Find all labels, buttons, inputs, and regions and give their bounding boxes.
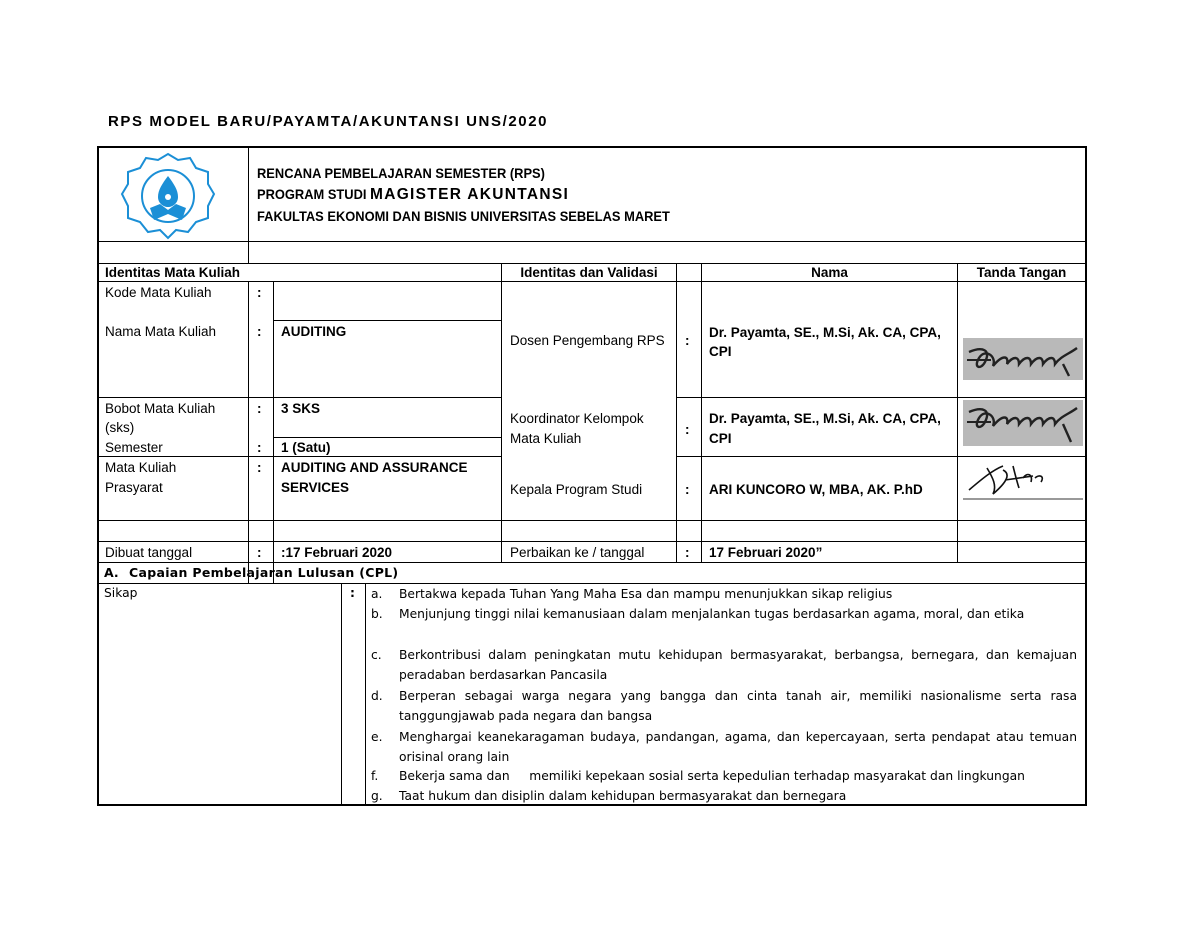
item-text: Bertakwa kepada Tuhan Yang Maha Esa dan mampu menunjukkan sikap religius [399, 587, 893, 601]
dosen-name-2: CPI [709, 344, 732, 359]
kaprodi-label: Kepala Program Studi [510, 482, 643, 497]
item-text: Berkontribusi dalam peningkatan mutu kehidupan bermasyarakat, berbangsa, bernegara, dan kemajuan peradaban berdasarkan Pancasila [399, 648, 1077, 682]
item-text: Taat hukum dan disiplin dalam kehidupan bermasyarakat dan bernegara [399, 789, 847, 803]
list-item [371, 727, 1077, 767]
document-title: RPS MODEL BARU/PAYAMTA/AKUNTANSI UNS/2020 [108, 113, 549, 130]
dosen-colon: : [685, 333, 690, 348]
dibuat-label: Dibuat tanggal [105, 545, 193, 560]
program-name: MAGISTER AKUNTANSI [370, 186, 570, 203]
list-item [371, 604, 1077, 624]
bobot-label-2: (sks) [105, 420, 135, 435]
item-letter: e. [371, 730, 383, 744]
item-letter: a. [371, 587, 383, 601]
kaprodi-name: ARI KUNCORO W, MBA, AK. P.hD [709, 482, 923, 497]
perbaikan-colon: : [685, 545, 690, 560]
koordinator-label-1: Koordinator Kelompok [510, 411, 644, 426]
item-text: Bekerja sama dan memiliki kepekaan sosial serta kepedulian terhadap masyarakat dan lingkungan [399, 769, 1025, 783]
nama-mk-label: Nama Mata Kuliah [105, 324, 217, 339]
list-item [371, 786, 1077, 806]
kode-label: Kode Mata Kuliah [105, 285, 212, 300]
sikap-label: Sikap [104, 586, 138, 600]
dosen-label: Dosen Pengembang RPS [510, 333, 665, 348]
koordinator-name-1: Dr. Payamta, SE., M.Si, Ak. CA, CPA, [709, 411, 941, 426]
list-item [371, 645, 1077, 685]
col-tanda-tangan: Tanda Tangan [976, 265, 1067, 280]
item-letter: b. [371, 607, 383, 621]
col-identitas-mk: Identitas Mata Kuliah [105, 265, 241, 280]
rps-heading: RENCANA PEMBELAJARAN SEMESTER (RPS) [257, 165, 545, 181]
list-item [371, 686, 1077, 726]
kaprodi-colon: : [685, 482, 690, 497]
nama-mk-colon: : [257, 324, 262, 339]
prasyarat-label-2: Prasyarat [105, 480, 163, 495]
semester-label: Semester [105, 440, 163, 455]
list-item [371, 584, 1077, 604]
program-heading [257, 185, 569, 204]
dibuat-colon: : [257, 545, 262, 560]
prasyarat-value-2: SERVICES [281, 480, 350, 495]
item-text: Menjunjung tinggi nilai kemanusiaan dalam menjalankan tugas berdasarkan agama, moral, dan etika [399, 607, 1025, 621]
kode-colon: : [257, 285, 262, 300]
col-identitas-validasi: Identitas dan Validasi [520, 265, 658, 280]
program-prefix: PROGRAM STUDI [257, 186, 367, 202]
item-letter: f. [371, 769, 379, 783]
koordinator-name-2: CPI [709, 431, 732, 446]
dibuat-value: :17 Februari 2020 [281, 545, 393, 560]
bobot-value: 3 SKS [281, 401, 321, 416]
prasyarat-label-1: Mata Kuliah [105, 460, 177, 475]
nama-mk-value: AUDITING [281, 324, 347, 339]
signature-dosen [963, 338, 1083, 380]
university-logo [120, 150, 216, 242]
semester-colon: : [257, 440, 262, 455]
signature-kaprodi [963, 460, 1083, 500]
koordinator-colon: : [685, 422, 690, 437]
prasyarat-colon: : [257, 460, 262, 475]
bobot-label-1: Bobot Mata Kuliah [105, 401, 216, 416]
list-item [371, 766, 1077, 786]
section-a-letter: A. [104, 565, 119, 580]
perbaikan-label: Perbaikan ke / tanggal [510, 545, 645, 560]
item-letter: d. [371, 689, 383, 703]
bobot-colon: : [257, 401, 262, 416]
semester-value: 1 (Satu) [281, 440, 331, 455]
dosen-name-1: Dr. Payamta, SE., M.Si, Ak. CA, CPA, [709, 325, 941, 340]
item-text: Berperan sebagai warga negara yang bangga dan cinta tanah air, memiliki nasionalisme serta rasa tanggungjawab pada negara dan bangsa [399, 689, 1077, 723]
item-letter: g. [371, 789, 383, 803]
koordinator-label-2: Mata Kuliah [510, 431, 582, 446]
signature-koordinator [963, 400, 1083, 446]
perbaikan-value: 17 Februari 2020” [709, 545, 823, 560]
item-letter: c. [371, 648, 382, 662]
prasyarat-value-1: AUDITING AND ASSURANCE [281, 460, 468, 475]
col-nama: Nama [811, 265, 848, 280]
sikap-colon: : [350, 586, 355, 600]
item-text: Menghargai keanekaragaman budaya, pandangan, agama, dan kepercayaan, serta pendapat atau temuan orisinal orang lain [399, 730, 1077, 764]
section-a-title: Capaian Pembelajaran Lulusan (CPL) [129, 565, 399, 580]
faculty-heading: FAKULTAS EKONOMI DAN BISNIS UNIVERSITAS SEBELAS MARET [257, 208, 670, 224]
